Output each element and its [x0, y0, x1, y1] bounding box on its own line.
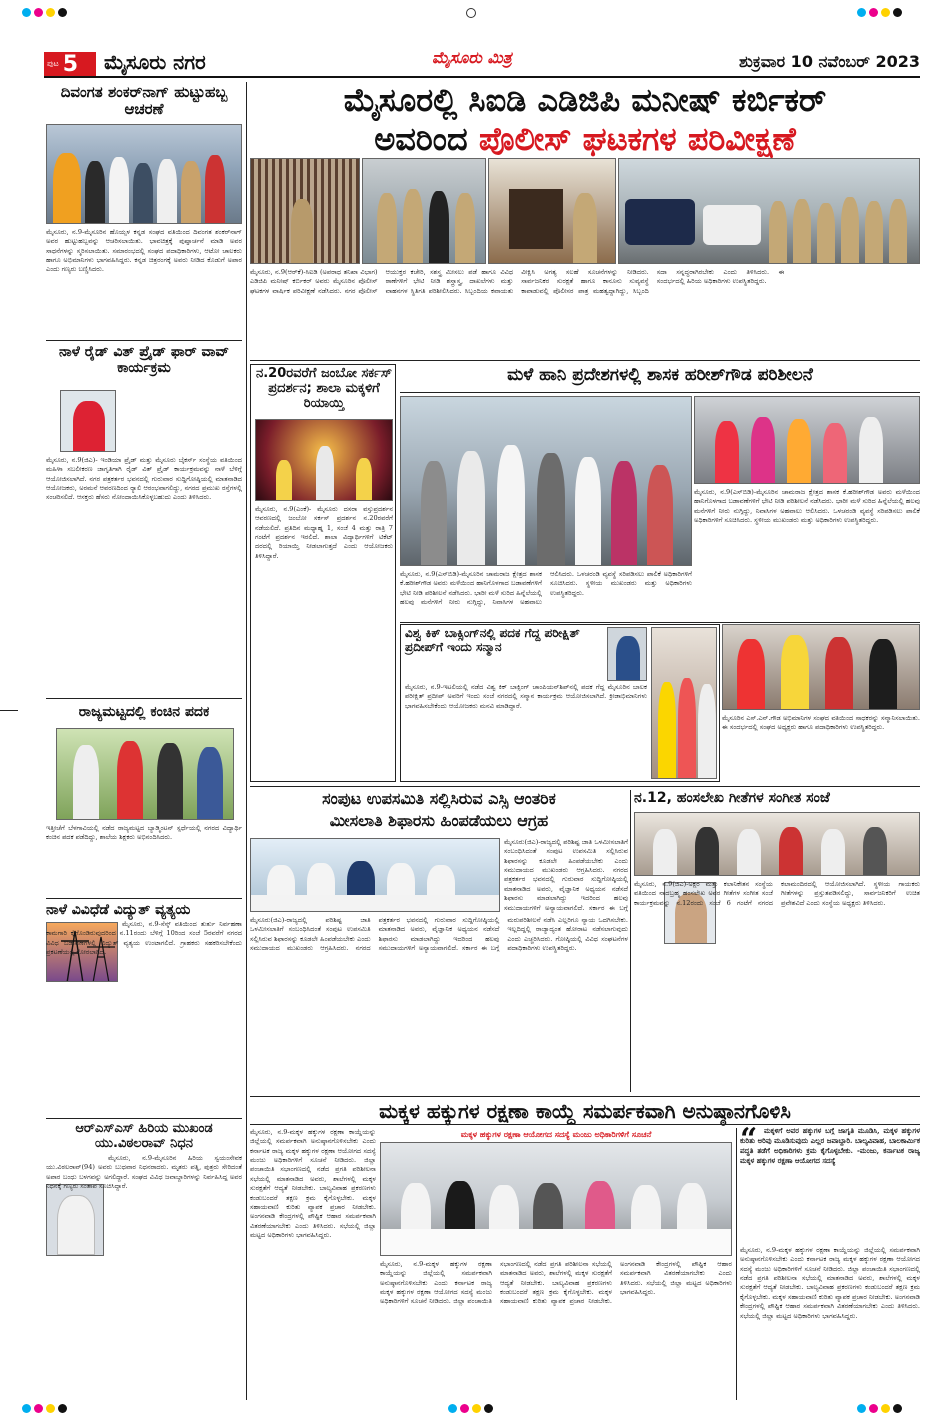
- kickboxing-body: ಮೈಸೂರು, ನ.9-ಇಟಲಿಯಲ್ಲಿ ನಡೆದ ವಿಶ್ವ ಕಿಕ್ ಬಾಕ್ಸಿಂಗ್ ಚಾಂಪಿಯನ್‌ಶಿಪ್‌ನಲ್ಲಿ ಪದಕ ಗೆದ್ದ ಮೈಸೂರಿನ ಬಾಲಕ ಪರೀಕ್ಷಿತ್ ಪ್ರದೀಪ್ ಅವರಿಗೆ ಇಂದು ಸಂಜೆ ನಗರದಲ್ಲಿ ಸನ್ಮಾನ ಕಾರ್ಯಕ್ರಮ ಆಯೋಜಿಸಲಾಗಿದೆ. ಕ್ರೀಡಾಭಿಮಾನಿಗಳು ಭಾಗವಹಿಸಬೇಕೆಂದು ಆಯೋಜಕರು ಮನವಿ ಮಾಡಿದ್ದಾರೆ.: [405, 683, 647, 710]
- rain-body-continued: ಮೈಸೂರು, ನ.9(ಎಸ್‌ಬಿಡಿ)-ಮೈಸೂರಿನ ಚಾಮರಾಜ ಕ್ಷೇತ್ರದ ಶಾಸಕ ಕೆ.ಹರೀಶ್‌ಗೌಡ ಅವರು ಮಳೆಯಿಂದ ಹಾನಿಗೊಳಗಾದ ಬಡಾವಣೆಗಳಿಗೆ ಭೇಟಿ ನೀಡಿ ಪರಿಶೀಲನೆ ನಡೆಸಿದರು. ಭಾರೀ ಮಳೆ ಸುರಿದ ಹಿನ್ನೆಲೆಯಲ್ಲಿ ಹಲವು ಮನೆಗಳಿಗೆ ನೀರು ನುಗ್ಗಿದ್ದು, ನಿವಾಸಿಗಳ ಅಹವಾಲು ಆಲಿಸಿದರು. ಒಳಚರಂಡಿ ವ್ಯವಸ್ಥೆ ಸರಿಪಡಿಸಲು ಪಾಲಿಕೆ ಅಧಿಕಾರಿಗಳಿಗೆ ಸೂಚಿಸಿದರು. ಸ್ಥಳೀಯ ಮುಖಂಡರು ಮತ್ತು ಅಧಿಕಾರಿಗಳು ಉಪಸ್ಥಿತರಿದ್ದರು.: [694, 488, 920, 525]
- child-rights-body-3: ಮೈಸೂರು, ನ.9-ಮಕ್ಕಳ ಹಕ್ಕುಗಳ ರಕ್ಷಣಾ ಕಾಯ್ದೆಯನ್ನು ಜಿಲ್ಲೆಯಲ್ಲಿ ಸಮರ್ಪಕವಾಗಿ ಅನುಷ್ಠಾನಗೊಳಿಸಬೇಕು ಎಂದು ಕರ್ನಾಟಕ ರಾಜ್ಯ ಮಕ್ಕಳ ಹಕ್ಕುಗಳ ರಕ್ಷಣಾ ಆಯೋಗದ ಸದಸ್ಯೆ ಮಂಜು ಅಧಿಕಾರಿಗಳಿಗೆ ಸೂಚನೆ ನೀಡಿದರು. ಜಿಲ್ಲಾ ಪಂಚಾಯಿತಿ ಸಭಾಂಗಣದಲ್ಲಿ ನಡೆದ ಪ್ರಗತಿ ಪರಿಶೀಲನಾ ಸಭೆಯಲ್ಲಿ ಮಾತನಾಡಿದ ಅವರು, ಶಾಲೆಗಳಲ್ಲಿ ಮಕ್ಕಳ ಸುರಕ್ಷತೆಗೆ ಆದ್ಯತೆ ನೀಡಬೇಕು. ಬಾಲ್ಯವಿವಾಹ ಪ್ರಕರಣಗಳು ಕಂಡುಬಂದರೆ ತಕ್ಷಣ ಕ್ರಮ ಕೈಗೊಳ್ಳಬೇಕು. ಮಕ್ಕಳ ಸಹಾಯವಾಣಿ ಕುರಿತು ವ್ಯಾಪಕ ಪ್ರಚಾರ ನೀಡಬೇಕು. ಅಂಗನವಾಡಿ ಕೇಂದ್ರಗಳಲ್ಲಿ ಪೌಷ್ಟಿಕ ಆಹಾರ ಸಮರ್ಪಕವಾಗಿ ವಿತರಣೆಯಾಗಬೇಕು ಎಂದು ತಿಳಿಸಿದರು. ಸಭೆಯಲ್ಲಿ ಜಿಲ್ಲಾ ಮಟ್ಟದ ಅಧಿಕಾರಿಗಳು ಭಾಗವಹಿಸಿದ್ದರು.: [740, 1246, 920, 1320]
- registration-mark-top: [466, 8, 476, 18]
- lead-headline-line2-a: ಅವರಿಂದ: [374, 120, 468, 158]
- kickboxing-headline: ವಿಶ್ವ ಕಿಕ್ ಬಾಕ್ಸಿಂಗ್‌ನಲ್ಲಿ ಪದಕ ಗೆದ್ದ ಪರೀಕ್ಷಿತ್ ಪ್ರದೀಪ್‌ಗೆ ಇಂದು ಸನ್ಮಾನ: [405, 626, 580, 654]
- rule: [46, 898, 242, 899]
- bronze-medal-headline: ರಾಜ್ಯಮಟ್ಟದಲ್ಲಿ ಕಂಚಿನ ಪದಕ: [78, 704, 210, 720]
- bronze-medal-body: ಇತ್ತೀಚೆಗೆ ಬೆಳಗಾವಿಯಲ್ಲಿ ನಡೆದ ರಾಜ್ಯಮಟ್ಟದ ಬ್ಯಾಡ್ಮಿಂಟನ್ ಸ್ಪರ್ಧೆಯಲ್ಲಿ ನಗರದ ವಿದ್ಯಾರ್ಥಿ ಕಂಚಿನ ಪದಕ ಪಡೆದಿದ್ದು, ಶಾಲೆಯ ಶಿಕ್ಷಕರು ಅಭಿನಂದಿಸಿದರು.: [46, 824, 242, 842]
- circus-headline: ನ.20ರವರೆಗೆ ಜಂಬೋ ಸರ್ಕಸ್ ಪ್ರದರ್ಶನ; ಶಾಲಾ ಮಕ್ಕಳಿಗೆ ರಿಯಾಯ್ತಿ: [255, 366, 393, 411]
- shankarnag-photo: [46, 124, 242, 224]
- rain-body: ಮೈಸೂರು, ನ.9(ಎಸ್‌ಬಿಡಿ)-ಮೈಸೂರಿನ ಚಾಮರಾಜ ಕ್ಷೇತ್ರದ ಶಾಸಕ ಕೆ.ಹರೀಶ್‌ಗೌಡ ಅವರು ಮಳೆಯಿಂದ ಹಾನಿಗೊಳಗಾದ ಬಡಾವಣೆಗಳಿಗೆ ಭೇಟಿ ನೀಡಿ ಪರಿಶೀಲನೆ ನಡೆಸಿದರು. ಭಾರೀ ಮಳೆ ಸುರಿದ ಹಿನ್ನೆಲೆಯಲ್ಲಿ ಹಲವು ಮನೆಗಳಿಗೆ ನೀರು ನುಗ್ಗಿದ್ದು, ನಿವಾಸಿಗಳ ಅಹವಾಲು ಆಲಿಸಿದರು. ಒಳಚರಂಡಿ ವ್ಯವಸ್ಥೆ ಸರಿಪಡಿಸಲು ಪಾಲಿಕೆ ಅಧಿಕಾರಿಗಳಿಗೆ ಸೂಚಿಸಿದರು. ಸ್ಥಳೀಯ ಮುಖಂಡರು ಮತ್ತು ಅಧಿಕಾರಿಗಳು ಉಪಸ್ಥಿತರಿದ್ದರು.: [400, 570, 692, 607]
- lead-headline-line1: ಮೈಸೂರಲ್ಲಿ ಸಿಐಡಿ ಎಡಿಜಿಪಿ ಮನೀಷ್ ಕರ್ಬಿಕರ್: [343, 81, 827, 119]
- rule: [400, 392, 920, 393]
- child-rights-meeting-photo: [380, 1142, 732, 1256]
- circus-box: [250, 364, 396, 782]
- lead-body: ಮೈಸೂರು, ನ.9(ಆರ್‌ಕೆ)-ಸಿಐಡಿ (ಅಪರಾಧ ತನಿಖಾ ವಿಭಾಗ) ಎಡಿಜಿಪಿ ಮನೀಷ್ ಕರ್ಬಿಕರ್ ಅವರು ಮೈಸೂರಿನ ಪೊಲೀಸ್ ಘಟಕಗಳ ವಾರ್ಷಿಕ ಪರಿವೀಕ್ಷಣೆ ನಡೆಸಿದರು. ನಗರ ಪೊಲೀಸ್ ಆಯುಕ್ತರ ಕಚೇರಿ, ಸಶಸ್ತ್ರ ಮೀಸಲು ಪಡೆ ಹಾಗೂ ವಿವಿಧ ಠಾಣೆಗಳಿಗೆ ಭೇಟಿ ನೀಡಿ ಶಸ್ತ್ರಾಸ್ತ್ರ, ದಾಖಲೆಗಳು ಮತ್ತು ವಾಹನಗಳ ಸ್ಥಿತಿಗತಿ ಪರಿಶೀಲಿಸಿದರು. ಸಿಬ್ಬಂದಿಯ ಕವಾಯತು ವೀಕ್ಷಿಸಿ ಅಗತ್ಯ ಸಲಹೆ ಸೂಚನೆಗಳನ್ನು ನೀಡಿದರು. ಸಾರ್ವಜನಿಕರ ಸುರಕ್ಷತೆ ಹಾಗೂ ಕಾನೂನು ಸುವ್ಯವಸ್ಥೆ ಕಾಪಾಡುವಲ್ಲಿ ಪೊಲೀಸರ ಪಾತ್ರ ಮಹತ್ವದ್ದಾಗಿದ್ದು, ಸಿಬ್ಬಂದಿ ಸದಾ ಸನ್ನದ್ಧರಾಗಿರಬೇಕು ಎಂದು ತಿಳಿಸಿದರು. ಈ ಸಂದರ್ಭದಲ್ಲಿ ಹಿರಿಯ ಅಧಿಕಾರಿಗಳು ಉಪಸ್ಥಿತರಿದ್ದರು.: [250, 268, 785, 295]
- music-body: ಮೈಸೂರು, ನ.9(ಜಿಎ)-ಅಕ್ಷರ ಮತ್ತು ಕಲಾನಿಕೇತನ ಸಂಸ್ಥೆಯ ವತಿಯಿಂದ ನಾದಬ್ರಹ್ಮ ಹಂಸಲೇಖ ಅವರ ಗೀತೆಗಳ ಸಂಗೀತ ಸಂಜೆ ಕಾರ್ಯಕ್ರಮವನ್ನು ನ.12ರಂದು ಸಂಜೆ 6 ಗಂಟೆಗೆ ನಗರದ ಕಲಾಮಂದಿರದಲ್ಲಿ ಆಯೋಜಿಸಲಾಗಿದೆ. ಸ್ಥಳೀಯ ಗಾಯಕರು ಗೀತೆಗಳನ್ನು ಪ್ರಸ್ತುತಪಡಿಸಲಿದ್ದು, ಸಾರ್ವಜನಿಕರಿಗೆ ಉಚಿತ ಪ್ರವೇಶವಿದೆ ಎಂದು ಸಂಸ್ಥೆಯ ಅಧ್ಯಕ್ಷರು ತಿಳಿಸಿದರು.: [634, 880, 920, 907]
- section-name: ಮೈಸೂರು ನಗರ: [104, 50, 206, 74]
- music-headline: ನ.12, ಹಂಸಲೇಖ ಗೀತೆಗಳ ಸಂಗೀತ ಸಂಜೆ: [634, 790, 830, 806]
- paper-logo: ಮೈಸೂರು ಮಿತ್ರ: [432, 48, 512, 67]
- child-rights-body: ಮೈಸೂರು, ನ.9-ಮಕ್ಕಳ ಹಕ್ಕುಗಳ ರಕ್ಷಣಾ ಕಾಯ್ದೆಯನ್ನು ಜಿಲ್ಲೆಯಲ್ಲಿ ಸಮರ್ಪಕವಾಗಿ ಅನುಷ್ಠಾನಗೊಳಿಸಬೇಕು ಎಂದು ಕರ್ನಾಟಕ ರಾಜ್ಯ ಮಕ್ಕಳ ಹಕ್ಕುಗಳ ರಕ್ಷಣಾ ಆಯೋಗದ ಸದಸ್ಯೆ ಮಂಜು ಅಧಿಕಾರಿಗಳಿಗೆ ಸೂಚನೆ ನೀಡಿದರು. ಜಿಲ್ಲಾ ಪಂಚಾಯಿತಿ ಸಭಾಂಗಣದಲ್ಲಿ ನಡೆದ ಪ್ರಗತಿ ಪರಿಶೀಲನಾ ಸಭೆಯಲ್ಲಿ ಮಾತನಾಡಿದ ಅವರು, ಶಾಲೆಗಳಲ್ಲಿ ಮಕ್ಕಳ ಸುರಕ್ಷತೆಗೆ ಆದ್ಯತೆ ನೀಡಬೇಕು. ಬಾಲ್ಯವಿವಾಹ ಪ್ರಕರಣಗಳು ಕಂಡುಬಂದರೆ ತಕ್ಷಣ ಕ್ರಮ ಕೈಗೊಳ್ಳಬೇಕು. ಮಕ್ಕಳ ಸಹಾಯವಾಣಿ ಕುರಿತು ವ್ಯಾಪಕ ಪ್ರಚಾರ ನೀಡಬೇಕು. ಅಂಗನವಾಡಿ ಕೇಂದ್ರಗಳಲ್ಲಿ ಪೌಷ್ಟಿಕ ಆಹಾರ ಸಮರ್ಪಕವಾಗಿ ವಿತರಣೆಯಾಗಬೇಕು ಎಂದು ತಿಳಿಸಿದರು. ಸಭೆಯಲ್ಲಿ ಜಿಲ್ಲಾ ಮಟ್ಟದ ಅಧಿಕಾರಿಗಳು ಭಾಗವಹಿಸಿದ್ದರು.: [250, 1128, 376, 1239]
- kickboxing-honor-photo: [651, 627, 717, 779]
- page-label: ಪುಟ: [47, 59, 59, 68]
- reservation-photo: [250, 838, 500, 912]
- ride-with-pride-headline: ನಾಳೆ ರೈಡ್ ವಿತ್ ಪ್ರೈಡ್ ಫಾರ್ ವಾವ್ ಕಾರ್ಯಕ್ರಮ: [58, 344, 230, 377]
- obituary-headline: ಆರ್‌ಎಸ್‌ಎಸ್ ಹಿರಿಯ ಮುಖಂಡ ಯು.ವಿಠಲರಾವ್ ನಿಧನ: [75, 1121, 213, 1151]
- rule: [400, 622, 920, 623]
- color-bar-top-left: [22, 8, 67, 17]
- rain-photo: [400, 396, 692, 566]
- lead-photo-inspection: [362, 158, 486, 264]
- reservation-body-side: ಮೈಸೂರು(ಜಿಎ)-ರಾಜ್ಯದಲ್ಲಿ ಪರಿಶಿಷ್ಟ ಜಾತಿ ಒಳಮೀಸಲಾತಿಗೆ ಸಂಬಂಧಿಸಿದಂತೆ ಸಂಪುಟ ಉಪಸಮಿತಿ ಸಲ್ಲಿಸಿರುವ ಶಿಫಾರಸನ್ನು ಕೂಡಲೇ ಹಿಂಪಡೆಯಬೇಕು ಎಂದು ಸಮುದಾಯದ ಮುಖಂಡರು ಆಗ್ರಹಿಸಿದರು. ನಗರದ ಪತ್ರಕರ್ತರ ಭವನದಲ್ಲಿ ಗುರುವಾರ ಸುದ್ದಿಗೋಷ್ಠಿಯಲ್ಲಿ ಮಾತನಾಡಿದ ಅವರು, ವೈಜ್ಞಾನಿಕ ಅಧ್ಯಯನ ನಡೆಸದೆ ಶಿಫಾರಸು ಮಾಡಲಾಗಿದ್ದು ಇದರಿಂದ ಹಲವು ಸಮುದಾಯಗಳಿಗೆ ಅನ್ಯಾಯವಾಗಲಿದೆ. ಸರ್ಕಾರ ಈ ಬಗ್ಗೆ: [504, 838, 628, 912]
- lead-headline-line2-b: ಪೊಲೀಸ್ ಘಟಕಗಳ ಪರಿವೀಕ್ಷಣೆ: [478, 120, 796, 158]
- crop-mark-left: [0, 710, 18, 711]
- color-bar-bottom-mid: [448, 1404, 493, 1413]
- kickboxing-boy-photo: [607, 627, 647, 681]
- shankarnag-headline: ದಿವಂಗತ ಶಂಕರ್‌ನಾಗ್ ಹುಟ್ಟುಹಬ್ಬ ಆಚರಣೆ: [60, 83, 228, 119]
- child-rights-quote-mark: “: [740, 1122, 758, 1157]
- rule: [46, 340, 242, 341]
- child-rights-headline: ಮಕ್ಕಳ ಹಕ್ಕುಗಳ ರಕ್ಷಣಾ ಕಾಯ್ದೆ ಸಮರ್ಪಕವಾಗಿ ಅನುಷ್ಠಾನಗೊಳಿಸಿ: [379, 1099, 791, 1123]
- page-number: 5: [62, 51, 79, 77]
- rule: [736, 1128, 737, 1400]
- child-rights-body-2: ಮೈಸೂರು, ನ.9-ಮಕ್ಕಳ ಹಕ್ಕುಗಳ ರಕ್ಷಣಾ ಕಾಯ್ದೆಯನ್ನು ಜಿಲ್ಲೆಯಲ್ಲಿ ಸಮರ್ಪಕವಾಗಿ ಅನುಷ್ಠಾನಗೊಳಿಸಬೇಕು ಎಂದು ಕರ್ನಾಟಕ ರಾಜ್ಯ ಮಕ್ಕಳ ಹಕ್ಕುಗಳ ರಕ್ಷಣಾ ಆಯೋಗದ ಸದಸ್ಯೆ ಮಂಜು ಅಧಿಕಾರಿಗಳಿಗೆ ಸೂಚನೆ ನೀಡಿದರು. ಜಿಲ್ಲಾ ಪಂಚಾಯಿತಿ ಸಭಾಂಗಣದಲ್ಲಿ ನಡೆದ ಪ್ರಗತಿ ಪರಿಶೀಲನಾ ಸಭೆಯಲ್ಲಿ ಮಾತನಾಡಿದ ಅವರು, ಶಾಲೆಗಳಲ್ಲಿ ಮಕ್ಕಳ ಸುರಕ್ಷತೆಗೆ ಆದ್ಯತೆ ನೀಡಬೇಕು. ಬಾಲ್ಯವಿವಾಹ ಪ್ರಕರಣಗಳು ಕಂಡುಬಂದರೆ ತಕ್ಷಣ ಕ್ರಮ ಕೈಗೊಳ್ಳಬೇಕು. ಮಕ್ಕಳ ಸಹಾಯವಾಣಿ ಕುರಿತು ವ್ಯಾಪಕ ಪ್ರಚಾರ ನೀಡಬೇಕು. ಅಂಗನವಾಡಿ ಕೇಂದ್ರಗಳಲ್ಲಿ ಪೌಷ್ಟಿಕ ಆಹಾರ ಸಮರ್ಪಕವಾಗಿ ವಿತರಣೆಯಾಗಬೇಕು ಎಂದು ತಿಳಿಸಿದರು. ಸಭೆಯಲ್ಲಿ ಜಿಲ್ಲಾ ಮಟ್ಟದ ಅಧಿಕಾರಿಗಳು ಭಾಗವಹಿಸಿದ್ದರು.: [380, 1260, 732, 1306]
- rule: [250, 1096, 920, 1097]
- rain-headline: ಮಳೆ ಹಾನಿ ಪ್ರದೇಶಗಳಲ್ಲಿ ಶಾಸಕ ಹರೀಶ್‌ಗೌಡ ಪರಿಶೀಲನೆ: [507, 365, 813, 385]
- rule: [250, 786, 920, 787]
- obituary-body: ಮೈಸೂರು, ನ.9-ಮೈಸೂರಿನ ಹಿರಿಯ ಸ್ವಯಂಸೇವಕ ಯು.ವಿಠಲರಾವ್(94) ಅವರು ಬುಧವಾರ ನಿಧನರಾದರು. ಮೃತರು ಪತ್ನಿ, ಪುತ್ರರು ಸೇರಿದಂತೆ ಅಪಾರ ಬಂಧು ಬಳಗವನ್ನು ಅಗಲಿದ್ದಾರೆ. ಸಂಘದ ವಿವಿಧ ಜವಾಬ್ದಾರಿಗಳನ್ನು ನಿರ್ವಹಿಸಿದ್ದ ಅವರ ನಿಧನಕ್ಕೆ ಗಣ್ಯರು ಸಂತಾಪ ಸೂಚಿಸಿದ್ದಾರೆ.: [46, 1154, 242, 1191]
- lead-photo-vehicles: [618, 158, 920, 264]
- circus-photo: [255, 419, 393, 501]
- rain-photo-women: [694, 396, 920, 484]
- child-rights-quote: ಮಕ್ಕಳಿಗೆ ಅವರ ಹಕ್ಕುಗಳ ಬಗ್ಗೆ ಜಾಗೃತಿ ಮೂಡಿಸಿ, ಮಕ್ಕಳ ಹಕ್ಕುಗಳ ಕುರಿತು ಅರಿವು ಮೂಡಿಸುವುದು ಎಲ್ಲರ ಜವಾಬ್ದಾರಿ. ಬಾಲ್ಯವಿವಾಹ, ಬಾಲಕಾರ್ಮಿಕ ಪದ್ಧತಿ ತಡೆಗೆ ಅಧಿಕಾರಿಗಳು ಕ್ರಮ ಕೈಗೊಳ್ಳಬೇಕು. -ಮಂಜು, ಕರ್ನಾಟಕ ರಾಜ್ಯ ಮಕ್ಕಳ ಹಕ್ಕುಗಳ ರಕ್ಷಣಾ ಆಯೋಗದ ಸದಸ್ಯೆ: [740, 1126, 920, 1165]
- page-number-badge: [44, 52, 96, 76]
- color-bar-top-right: [857, 8, 902, 17]
- rule: [630, 790, 631, 1092]
- rule: [46, 1118, 242, 1119]
- honor-body: ಮೈಸೂರಿನ ಎಸ್.ಎನ್.ಗೌಡ ಅಭಿಮಾನಿಗಳ ಸಂಘದ ವತಿಯಿಂದ ಸಾಧಕರನ್ನು ಸನ್ಮಾನಿಸಲಾಯಿತು. ಈ ಸಂದರ್ಭದಲ್ಲಿ ಸಂಘದ ಅಧ್ಯಕ್ಷರು ಹಾಗೂ ಪದಾಧಿಕಾರಿಗಳು ಉಪಸ್ಥಿತರಿದ್ದರು.: [722, 714, 920, 732]
- rule: [250, 1124, 920, 1125]
- speaker-photo: [60, 390, 116, 452]
- reservation-headline-line2: ಮೀಸಲಾತಿ ಶಿಫಾರಸು ಹಿಂಪಡೆಯಲು ಆಗ್ರಹ: [329, 811, 549, 830]
- lead-headline-line2: [250, 120, 920, 159]
- lead-photo-office: [488, 158, 616, 264]
- reservation-body: ಮೈಸೂರು(ಜಿಎ)-ರಾಜ್ಯದಲ್ಲಿ ಪರಿಶಿಷ್ಟ ಜಾತಿ ಒಳಮೀಸಲಾತಿಗೆ ಸಂಬಂಧಿಸಿದಂತೆ ಸಂಪುಟ ಉಪಸಮಿತಿ ಸಲ್ಲಿಸಿರುವ ಶಿಫಾರಸನ್ನು ಕೂಡಲೇ ಹಿಂಪಡೆಯಬೇಕು ಎಂದು ಸಮುದಾಯದ ಮುಖಂಡರು ಆಗ್ರಹಿಸಿದರು. ನಗರದ ಪತ್ರಕರ್ತರ ಭವನದಲ್ಲಿ ಗುರುವಾರ ಸುದ್ದಿಗೋಷ್ಠಿಯಲ್ಲಿ ಮಾತನಾಡಿದ ಅವರು, ವೈಜ್ಞಾನಿಕ ಅಧ್ಯಯನ ನಡೆಸದೆ ಶಿಫಾರಸು ಮಾಡಲಾಗಿದ್ದು ಇದರಿಂದ ಹಲವು ಸಮುದಾಯಗಳಿಗೆ ಅನ್ಯಾಯವಾಗಲಿದೆ. ಸರ್ಕಾರ ಈ ಬಗ್ಗೆ ಮರುಪರಿಶೀಲನೆ ನಡೆಸಿ ಎಲ್ಲರಿಗೂ ನ್ಯಾಯ ಒದಗಿಸಬೇಕು. ಇಲ್ಲದಿದ್ದಲ್ಲಿ ರಾಜ್ಯಾದ್ಯಂತ ಹೋರಾಟ ನಡೆಸಲಾಗುವುದು ಎಂದು ಎಚ್ಚರಿಸಿದರು. ಗೋಷ್ಠಿಯಲ್ಲಿ ವಿವಿಧ ಸಂಘಟನೆಗಳ ಪದಾಧಿಕಾರಿಗಳು ಉಪಸ್ಥಿತರಿದ್ದರು.: [250, 916, 628, 953]
- music-photo: [634, 812, 920, 876]
- issue-date: ಶುಕ್ರವಾರ 10 ನವೆಂಬರ್ 2023: [739, 52, 920, 71]
- color-bar-bottom-left: [22, 1404, 67, 1413]
- child-rights-caption: ಮಕ್ಕಳ ಹಕ್ಕುಗಳ ರಕ್ಷಣಾ ಆಯೋಗದ ಸದಸ್ಯೆ ಮಂಜು ಅಧಿಕಾರಿಗಳಿಗೆ ಸೂಚನೆ: [460, 1130, 652, 1139]
- ride-with-pride-body: ಮೈಸೂರು, ನ.9(ಜಿಎ)- ಇಂಡಿಯಾ ಪ್ರೈಡ್ ಮತ್ತು ಮೈಸೂರು ಬೈಕರ್ಸ್ ಸಂಸ್ಥೆಯ ವತಿಯಿಂದ ಮಹಿಳಾ ಸಬಲೀಕರಣ ಜಾಗೃತಿಗಾಗಿ ರೈಡ್ ವಿತ್ ಪ್ರೈಡ್ ಕಾರ್ಯಕ್ರಮವನ್ನು ನಾಳೆ ಬೆಳಿಗ್ಗೆ ಆಯೋಜಿಸಲಾಗಿದೆ. ನಗರ ಪತ್ರಕರ್ತರ ಭವನದಲ್ಲಿ ಗುರುವಾರ ಸುದ್ದಿಗೋಷ್ಠಿಯಲ್ಲಿ ಮಾತನಾಡಿದ ಆಯೋಜಕರು, ಅರಮನೆ ಆವರಣದಿಂದ ರ‍್ಯಾಲಿ ಆರಂಭವಾಗಲಿದ್ದು, ನಗರದ ಪ್ರಮುಖ ರಸ್ತೆಗಳಲ್ಲಿ ಸಂಚರಿಸಲಿದೆ. ಆಸಕ್ತರು ಹೆಸರು ನೋಂದಾಯಿಸಿಕೊಳ್ಳಬಹುದು ಎಂದು ತಿಳಿಸಿದರು.: [46, 456, 242, 502]
- color-bar-bottom-right: [857, 1404, 902, 1413]
- lead-photo-weapons: [250, 158, 360, 264]
- rule: [250, 360, 920, 361]
- reservation-headline-line1: ಸಂಪುಟ ಉಪಸಮಿತಿ ಸಲ್ಲಿಸಿರುವ ಎಸ್ಸಿ ಆಂತರಿಕ: [322, 789, 556, 808]
- shankarnag-body: ಮೈಸೂರು, ನ.9-ಮೈಸೂರಿನ ಹೊಯ್ಸಳ ಕನ್ನಡ ಸಂಘದ ವತಿಯಿಂದ ದಿವಂಗತ ಶಂಕರ್‌ನಾಗ್ ಅವರ ಹುಟ್ಟುಹಬ್ಬವನ್ನು ಆಚರಿಸಲಾಯಿತು. ಭಾವಚಿತ್ರಕ್ಕೆ ಪುಷ್ಪಾರ್ಚನೆ ಮಾಡಿ ಅವರ ಸಾಧನೆಗಳನ್ನು ಸ್ಮರಿಸಲಾಯಿತು. ಸಮಾರಂಭದಲ್ಲಿ ಸಂಘದ ಪದಾಧಿಕಾರಿಗಳು, ಆಟೋ ಚಾಲಕರು ಹಾಗೂ ಅಭಿಮಾನಿಗಳು ಭಾಗವಹಿಸಿದ್ದರು. ಕನ್ನಡ ಚಿತ್ರರಂಗಕ್ಕೆ ಅವರು ನೀಡಿದ ಕೊಡುಗೆ ಅಪಾರ ಎಂದು ಗಣ್ಯರು ಬಣ್ಣಿಸಿದರು.: [46, 228, 242, 274]
- power-cut-headline: ನಾಳೆ ವಿವಿಧೆಡೆ ವಿದ್ಯುತ್ ವ್ಯತ್ಯಯ: [46, 902, 191, 918]
- power-cut-body: ಮೈಸೂರು, ನ.9-ಸೆಸ್ಕ್ ವತಿಯಿಂದ ತುರ್ತು ನಿರ್ವಹಣಾ ಕಾಮಗಾರಿ ಕೈಗೊಂಡಿರುವುದರಿಂದ ನ.11ರಂದು ಬೆಳಿಗ್ಗೆ 10ರಿಂದ ಸಂಜೆ 5ರವರೆಗೆ ನಗರದ ವಿವಿಧ ಬಡಾವಣೆಗಳಲ್ಲಿ ವಿದ್ಯುತ್ ವ್ಯತ್ಯಯ ಉಂಟಾಗಲಿದೆ. ಗ್ರಾಹಕರು ಸಹಕರಿಸಬೇಕೆಂದು ಪ್ರಕಟಣೆಯಲ್ಲಿ ಕೋರಲಾಗಿದೆ.: [46, 920, 242, 957]
- left-column-rule: [246, 82, 247, 1400]
- honor-photo: [722, 624, 920, 710]
- rule: [46, 698, 242, 699]
- circus-body: ಮೈಸೂರು, ನ.9(ಎಂಕೆ)- ಮೈಸೂರು ದಸರಾ ವಸ್ತುಪ್ರದರ್ಶನ ಆವರಣದಲ್ಲಿ ಜಂಬೋ ಸರ್ಕಸ್ ಪ್ರದರ್ಶನ ನ.20ರವರೆಗೆ ನಡೆಯಲಿದೆ. ಪ್ರತಿದಿನ ಮಧ್ಯಾಹ್ನ 1, ಸಂಜೆ 4 ಮತ್ತು ರಾತ್ರಿ 7 ಗಂಟೆಗೆ ಪ್ರದರ್ಶನ ಇರಲಿದೆ. ಶಾಲಾ ವಿದ್ಯಾರ್ಥಿಗಳಿಗೆ ಟಿಕೆಟ್ ದರದಲ್ಲಿ ರಿಯಾಯ್ತಿ ನೀಡಲಾಗುತ್ತದೆ ಎಂದು ಆಯೋಜಕರು ತಿಳಿಸಿದ್ದಾರೆ.: [255, 505, 393, 560]
- kickboxing-box: [400, 624, 720, 782]
- masthead: [44, 50, 920, 78]
- bronze-medal-photo: [56, 728, 234, 820]
